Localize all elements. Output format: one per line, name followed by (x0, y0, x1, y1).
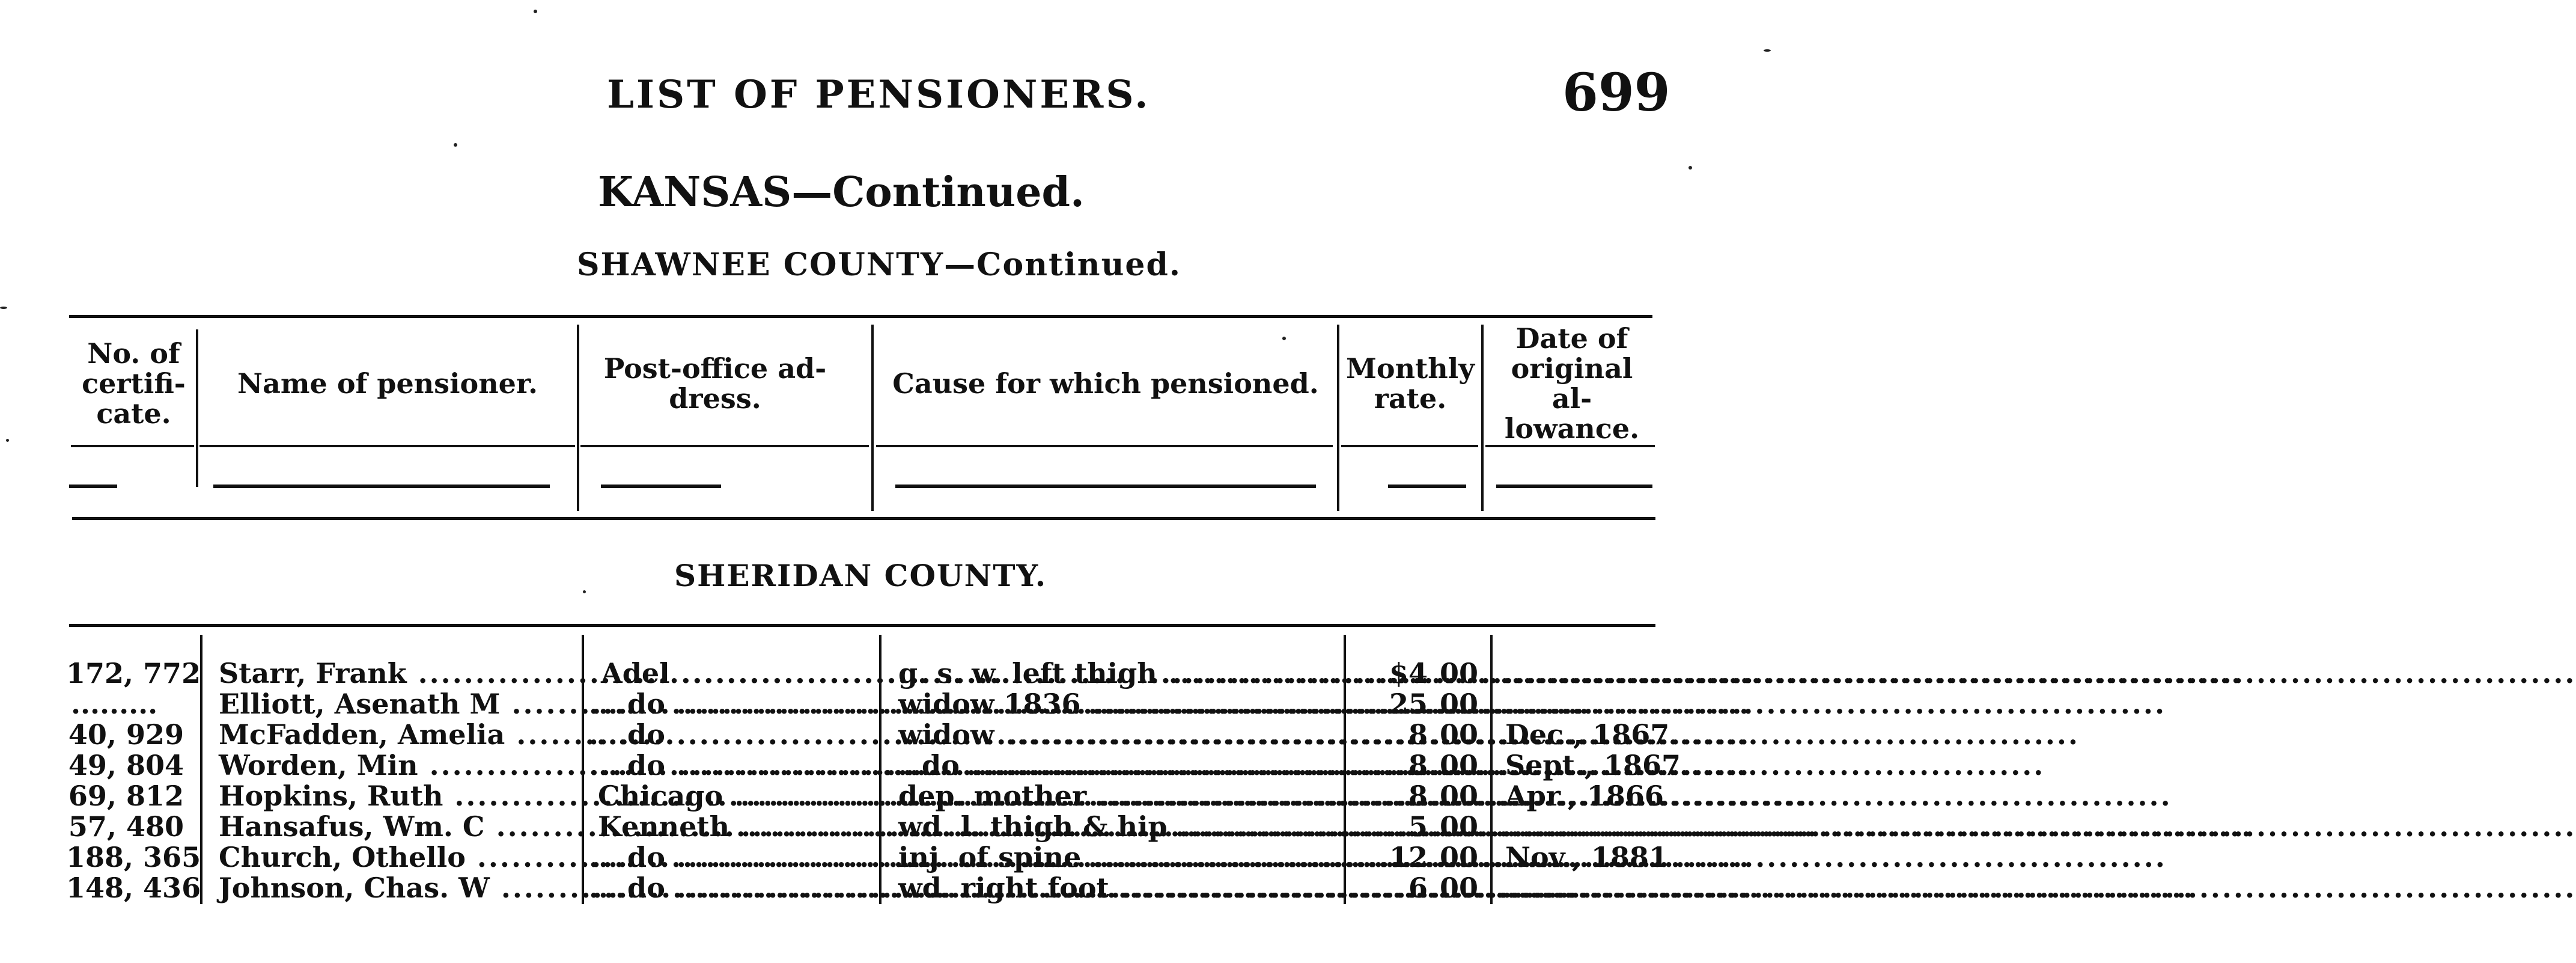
section-bottom-rule (72, 517, 1655, 520)
scan-speck (534, 10, 537, 13)
certificate-number: 40, 929 (68, 718, 184, 751)
pensioner-name: Hopkins, Ruth ..... (219, 781, 573, 812)
column-header-name: Name of pensioner. (237, 367, 538, 400)
pension-cause: inj. of spine ..... (898, 842, 1337, 873)
page-number: 699 (1562, 63, 1670, 123)
rate-dollars: 5 (1408, 810, 1428, 843)
pension-cause: widow ..... (898, 720, 1337, 750)
header-bottom-rule (580, 445, 869, 447)
table-row (0, 689, 1775, 720)
pensioner-name: McFadden, Amelia ..... (219, 720, 573, 750)
pensioner-name: Elliott, Asenath M ..... (219, 689, 573, 720)
rate-dollars: 6 (1408, 872, 1428, 904)
rate-dollars: 8 (1408, 780, 1428, 812)
scan-speck (6, 439, 9, 442)
rate-dollars: $4 (1389, 657, 1428, 689)
pension-cause: g. s. w. left thigh ..... (898, 658, 1337, 689)
column-header-post-office: Post-office ad- dress. (603, 352, 827, 415)
rate-dollars: 25 (1389, 688, 1428, 720)
table-row (0, 658, 1775, 689)
post-office: ....do ..... (589, 750, 874, 781)
table-row (0, 750, 1775, 781)
rate-dollars: 8 (1408, 718, 1428, 751)
post-office: Chicago ..... (598, 781, 874, 812)
post-office: ....do ..... (589, 873, 874, 903)
pensioner-name: Church, Othello ..... (219, 842, 573, 873)
header-bottom-rule (1341, 445, 1478, 447)
scan-speck (583, 590, 586, 593)
rate-dollars: 8 (1408, 749, 1428, 781)
header-bottom-rule (1485, 445, 1655, 447)
scan-speck (0, 307, 7, 309)
scan-speck (1688, 166, 1692, 170)
table-top-rule (69, 315, 1652, 318)
certificate-number: 69, 812 (68, 780, 184, 812)
certificate-number: 148, 436 (66, 872, 201, 904)
pension-cause: ....do ..... (883, 750, 1337, 781)
column-header-cause: Cause for which pensioned. (892, 367, 1319, 400)
rate-dollars: 12 (1389, 841, 1428, 873)
post-office: Kenneth ..... (598, 812, 874, 842)
column-header-monthly-rate: Monthly rate. (1346, 352, 1475, 415)
table-row (0, 873, 1775, 903)
pension-cause: dep. mother ..... (898, 781, 1337, 812)
page-title: LIST OF PENSIONERS. (607, 72, 1151, 117)
pension-cause: wd. l. thigh & hip ..... (898, 812, 1337, 842)
scan-speck (454, 143, 457, 147)
rate-cents: 00 (1440, 657, 1479, 689)
allowance-date: Sept., 1867 (1505, 749, 1681, 781)
pensioner-name: Worden, Min ..... (219, 750, 573, 781)
county-heading-shawnee: SHAWNEE COUNTY—Continued. (577, 246, 1181, 283)
rate-cents: 00 (1440, 810, 1479, 843)
table-row (0, 781, 1775, 812)
scan-speck (1282, 337, 1286, 340)
county-heading-sheridan: SHERIDAN COUNTY. (674, 558, 1047, 593)
column-header-certificate: No. of certifi- cate. (82, 337, 186, 430)
column-header-date: Date of original al- lowance. (1504, 322, 1640, 445)
allowance-date (1502, 812, 1658, 842)
pensioner-name: Hansafus, Wm. C ..... (219, 812, 573, 842)
certificate-number: 49, 804 (68, 749, 184, 781)
certificate-number: 188, 365 (66, 841, 201, 873)
header-bottom-rule (876, 445, 1333, 447)
column-divider (196, 329, 198, 487)
rate-cents: 00 (1440, 749, 1479, 781)
rate-cents: 00 (1440, 872, 1479, 904)
table-row (0, 812, 1775, 842)
post-office: Adel ..... (601, 658, 874, 689)
table-top-rule (69, 624, 1655, 627)
rate-cents: 00 (1440, 688, 1479, 720)
post-office: ....do ..... (589, 689, 874, 720)
pension-cause: wd. right foot ..... (898, 873, 1337, 903)
header-bottom-rule (199, 445, 575, 447)
allowance-date (1502, 873, 1658, 903)
allowance-date: Dec., 1867 (1505, 718, 1670, 751)
post-office: ....do ..... (589, 720, 874, 750)
table-row (0, 842, 1775, 873)
allowance-date: Nov., 1881 (1505, 841, 1668, 873)
certificate-number: 172, 772 (66, 657, 201, 689)
allowance-date (1502, 689, 1658, 720)
scan-speck (1764, 49, 1771, 52)
certificate-number: ......... (71, 688, 158, 720)
allowance-date: Apr., 1866 (1505, 780, 1664, 812)
pensioner-name: Johnson, Chas. W ..... (219, 873, 573, 903)
clipped-text-row (69, 481, 1655, 489)
certificate-number: 57, 480 (68, 810, 184, 843)
pensioner-name: Starr, Frank ..... (219, 658, 573, 689)
rate-cents: 00 (1440, 780, 1479, 812)
allowance-date (1502, 658, 1658, 689)
table-row (0, 720, 1775, 750)
rate-cents: 00 (1440, 718, 1479, 751)
header-bottom-rule (71, 445, 194, 447)
state-title: KANSAS—Continued. (598, 168, 1085, 216)
pension-cause: widow 1836 ..... (898, 689, 1337, 720)
post-office: ....do ..... (589, 842, 874, 873)
rate-cents: 00 (1440, 841, 1479, 873)
